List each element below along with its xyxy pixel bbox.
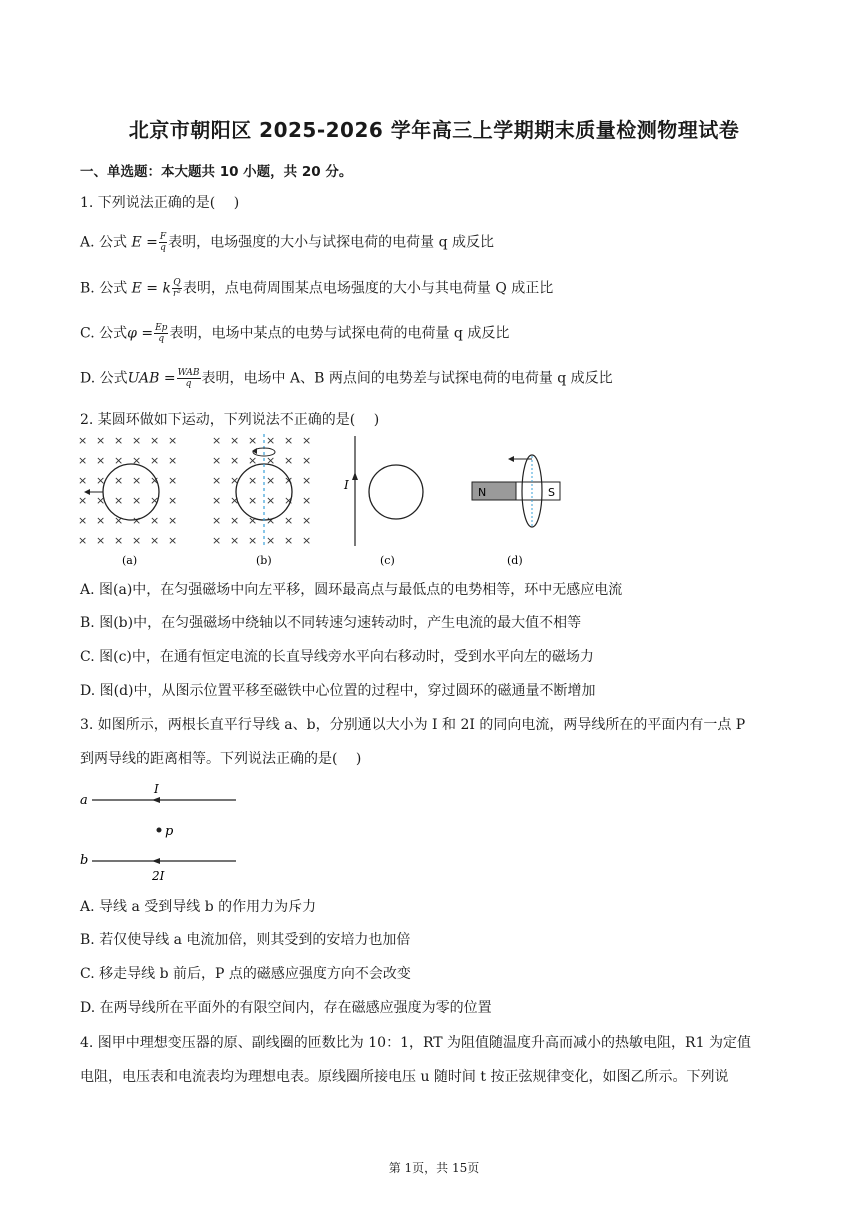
fraction	[159, 232, 167, 253]
fraction	[172, 278, 182, 299]
page-title: 北京市朝阳区 2025-2026 学年高三上学期期末质量检测物理试卷	[128, 118, 740, 142]
option-prefix: D. 公式	[80, 370, 128, 387]
field-cross: ×	[132, 434, 142, 447]
field-cross: ×	[114, 454, 124, 467]
q3-option-d: D. 在两导线所在平面外的有限空间内，存在磁感应强度为零的位置	[80, 1000, 492, 1016]
field-cross: ×	[212, 434, 222, 447]
ring-a	[103, 464, 159, 520]
field-cross: ×	[168, 454, 178, 467]
field-cross: ×	[230, 514, 240, 527]
field-cross: ×	[212, 474, 222, 487]
numerator: F	[159, 232, 167, 242]
magnetic-field-crosses-b	[212, 434, 311, 547]
field-cross: ×	[302, 434, 312, 447]
q1-option-b	[80, 278, 553, 299]
field-cross: ×	[230, 454, 240, 467]
option-text: 表明，点电荷周围某点电场强度的大小与其电荷量 Q 成正比	[182, 280, 554, 297]
field-cross: ×	[212, 454, 222, 467]
field-cross: ×	[114, 534, 124, 547]
field-cross: ×	[114, 474, 124, 487]
label-c: (c)	[380, 554, 395, 567]
field-cross: ×	[266, 454, 276, 467]
field-cross: ×	[150, 474, 160, 487]
field-cross: ×	[302, 454, 312, 467]
field-cross: ×	[150, 514, 160, 527]
field-cross: ×	[78, 534, 88, 547]
numerator: Q	[173, 278, 181, 288]
field-cross: ×	[168, 534, 178, 547]
field-cross: ×	[78, 434, 88, 447]
point-p	[157, 828, 162, 833]
q1-stem: 1. 下列说法正确的是( )	[80, 195, 240, 211]
field-cross: ×	[230, 474, 240, 487]
label-d: (d)	[507, 554, 523, 567]
field-cross: ×	[114, 514, 124, 527]
denominator: r²	[172, 289, 181, 299]
field-cross: ×	[212, 494, 222, 507]
current-arrow-a	[152, 797, 160, 803]
field-cross: ×	[78, 454, 88, 467]
q3-stem-line1: 3. 如图所示，两根长直平行导线 a、b，分别通以大小为 I 和 2I 的同向电流，两导线所在的平面内有一点 P	[80, 717, 746, 733]
option-prefix: A. 公式	[80, 234, 132, 251]
field-cross: ×	[150, 454, 160, 467]
q4-line1: 4. 图甲中理想变压器的原、副线圈的匝数比为 10：1，RT 为阻值随温度升高而减小的热敏电阻，R1 为定值	[80, 1035, 751, 1051]
field-cross: ×	[168, 474, 178, 487]
field-cross: ×	[150, 434, 160, 447]
field-cross: ×	[248, 434, 258, 447]
field-cross: ×	[78, 494, 88, 507]
q4-line2: 电阻，电压表和电流表均为理想电表。原线圈所接电压 u 随时间 t 按正弦规律变化，如图乙所示。下列说	[80, 1069, 729, 1085]
field-cross: ×	[168, 514, 178, 527]
current-arrow-b	[152, 858, 160, 864]
q2-option-a: A. 图(a)中，在匀强磁场中向左平移，圆环最高点与最低点的电势相等，环中无感应电流	[80, 582, 623, 598]
denominator: q	[158, 334, 165, 344]
field-cross: ×	[284, 514, 294, 527]
section-heading: 一、单选题：本大题共 10 小题，共 20 分。	[80, 164, 353, 180]
field-cross: ×	[132, 534, 142, 547]
q2-figure	[76, 434, 576, 570]
field-cross: ×	[230, 434, 240, 447]
field-cross: ×	[266, 494, 276, 507]
wire-a-label: a	[80, 793, 88, 808]
field-cross: ×	[150, 534, 160, 547]
option-prefix: B. 公式	[80, 280, 132, 297]
field-cross: ×	[114, 434, 124, 447]
arrow-head-d	[508, 456, 514, 462]
q1-option-c	[80, 323, 509, 344]
q3-figure	[76, 782, 246, 886]
label-b: (b)	[256, 554, 272, 567]
field-cross: ×	[230, 494, 240, 507]
numerator: Ep	[155, 323, 168, 333]
current-label: I	[344, 478, 349, 492]
numerator: WAB	[177, 368, 200, 378]
field-cross: ×	[302, 494, 312, 507]
field-cross: ×	[284, 474, 294, 487]
q2-stem: 2. 某圆环做如下运动，下列说法不正确的是( )	[80, 412, 380, 428]
field-cross: ×	[78, 474, 88, 487]
magnet-s-label: S	[548, 486, 555, 499]
field-cross: ×	[266, 474, 276, 487]
ring-c	[369, 465, 423, 519]
option-text: 表明，电场中 A、B 两点间的电势差与试探电荷的电荷量 q 成反比	[201, 370, 613, 387]
formula: E = k	[131, 280, 171, 297]
option-text: 表明，电场强度的大小与试探电荷的电荷量 q 成反比	[168, 234, 494, 251]
field-cross: ×	[284, 434, 294, 447]
fraction	[177, 368, 201, 389]
field-cross: ×	[96, 474, 106, 487]
field-cross: ×	[132, 454, 142, 467]
magnetic-field-crosses-a	[78, 434, 177, 547]
field-cross: ×	[266, 434, 276, 447]
field-cross: ×	[212, 514, 222, 527]
field-cross: ×	[150, 494, 160, 507]
q3-stem-line2: 到两导线的距离相等。下列说法正确的是( )	[80, 751, 362, 767]
field-cross: ×	[96, 494, 106, 507]
option-text: 表明，电场中某点的电势与试探电荷的电荷量 q 成反比	[169, 325, 510, 342]
denominator: q	[160, 243, 166, 253]
field-cross: ×	[248, 494, 258, 507]
field-cross: ×	[284, 534, 294, 547]
denominator: q	[185, 379, 192, 389]
field-cross: ×	[96, 534, 106, 547]
field-cross: ×	[302, 534, 312, 547]
field-cross: ×	[114, 494, 124, 507]
magnet-n-label: N	[478, 486, 487, 499]
page-footer: 第 1页，共 15页	[388, 1161, 480, 1175]
field-cross: ×	[168, 494, 178, 507]
formula: E =	[131, 234, 158, 251]
option-prefix: C. 公式	[80, 325, 128, 342]
field-cross: ×	[96, 454, 106, 467]
point-p-label: p	[165, 824, 174, 839]
field-cross: ×	[78, 514, 88, 527]
field-cross: ×	[132, 474, 142, 487]
field-cross: ×	[266, 534, 276, 547]
field-cross: ×	[96, 514, 106, 527]
fraction	[154, 323, 168, 344]
q2-option-c: C. 图(c)中，在通有恒定电流的长直导线旁水平向右移动时，受到水平向左的磁场力	[80, 649, 594, 665]
field-cross: ×	[266, 514, 276, 527]
q2-option-b: B. 图(b)中，在匀强磁场中绕轴以不同转速匀速转动时，产生电流的最大值不相等	[80, 615, 582, 631]
field-cross: ×	[212, 534, 222, 547]
field-cross: ×	[248, 474, 258, 487]
field-cross: ×	[248, 534, 258, 547]
wire-b-label: b	[80, 853, 89, 868]
current-b-label: 2I	[152, 869, 165, 883]
field-cross: ×	[230, 534, 240, 547]
field-cross: ×	[284, 494, 294, 507]
formula: UAB =	[127, 370, 176, 387]
field-cross: ×	[132, 494, 142, 507]
label-a: (a)	[122, 554, 138, 567]
field-cross: ×	[284, 454, 294, 467]
field-cross: ×	[168, 434, 178, 447]
field-cross: ×	[302, 474, 312, 487]
field-cross: ×	[248, 454, 258, 467]
field-cross: ×	[302, 514, 312, 527]
q3-option-c: C. 移走导线 b 前后，P 点的磁感应强度方向不会改变	[80, 966, 411, 982]
q1-option-a	[80, 232, 494, 253]
current-a-label: I	[154, 782, 159, 796]
field-cross: ×	[96, 434, 106, 447]
formula: φ =	[127, 325, 154, 342]
current-arrow	[352, 472, 358, 480]
q3-option-a: A. 导线 a 受到导线 b 的作用力为斥力	[80, 899, 317, 915]
q1-option-d	[80, 368, 613, 389]
q3-option-b: B. 若仅使导线 a 电流加倍，则其受到的安培力也加倍	[80, 932, 411, 948]
field-cross: ×	[132, 514, 142, 527]
q2-option-d: D. 图(d)中，从图示位置平移至磁铁中心位置的过程中，穿过圆环的磁通量不断增加	[80, 683, 596, 699]
field-cross: ×	[248, 514, 258, 527]
